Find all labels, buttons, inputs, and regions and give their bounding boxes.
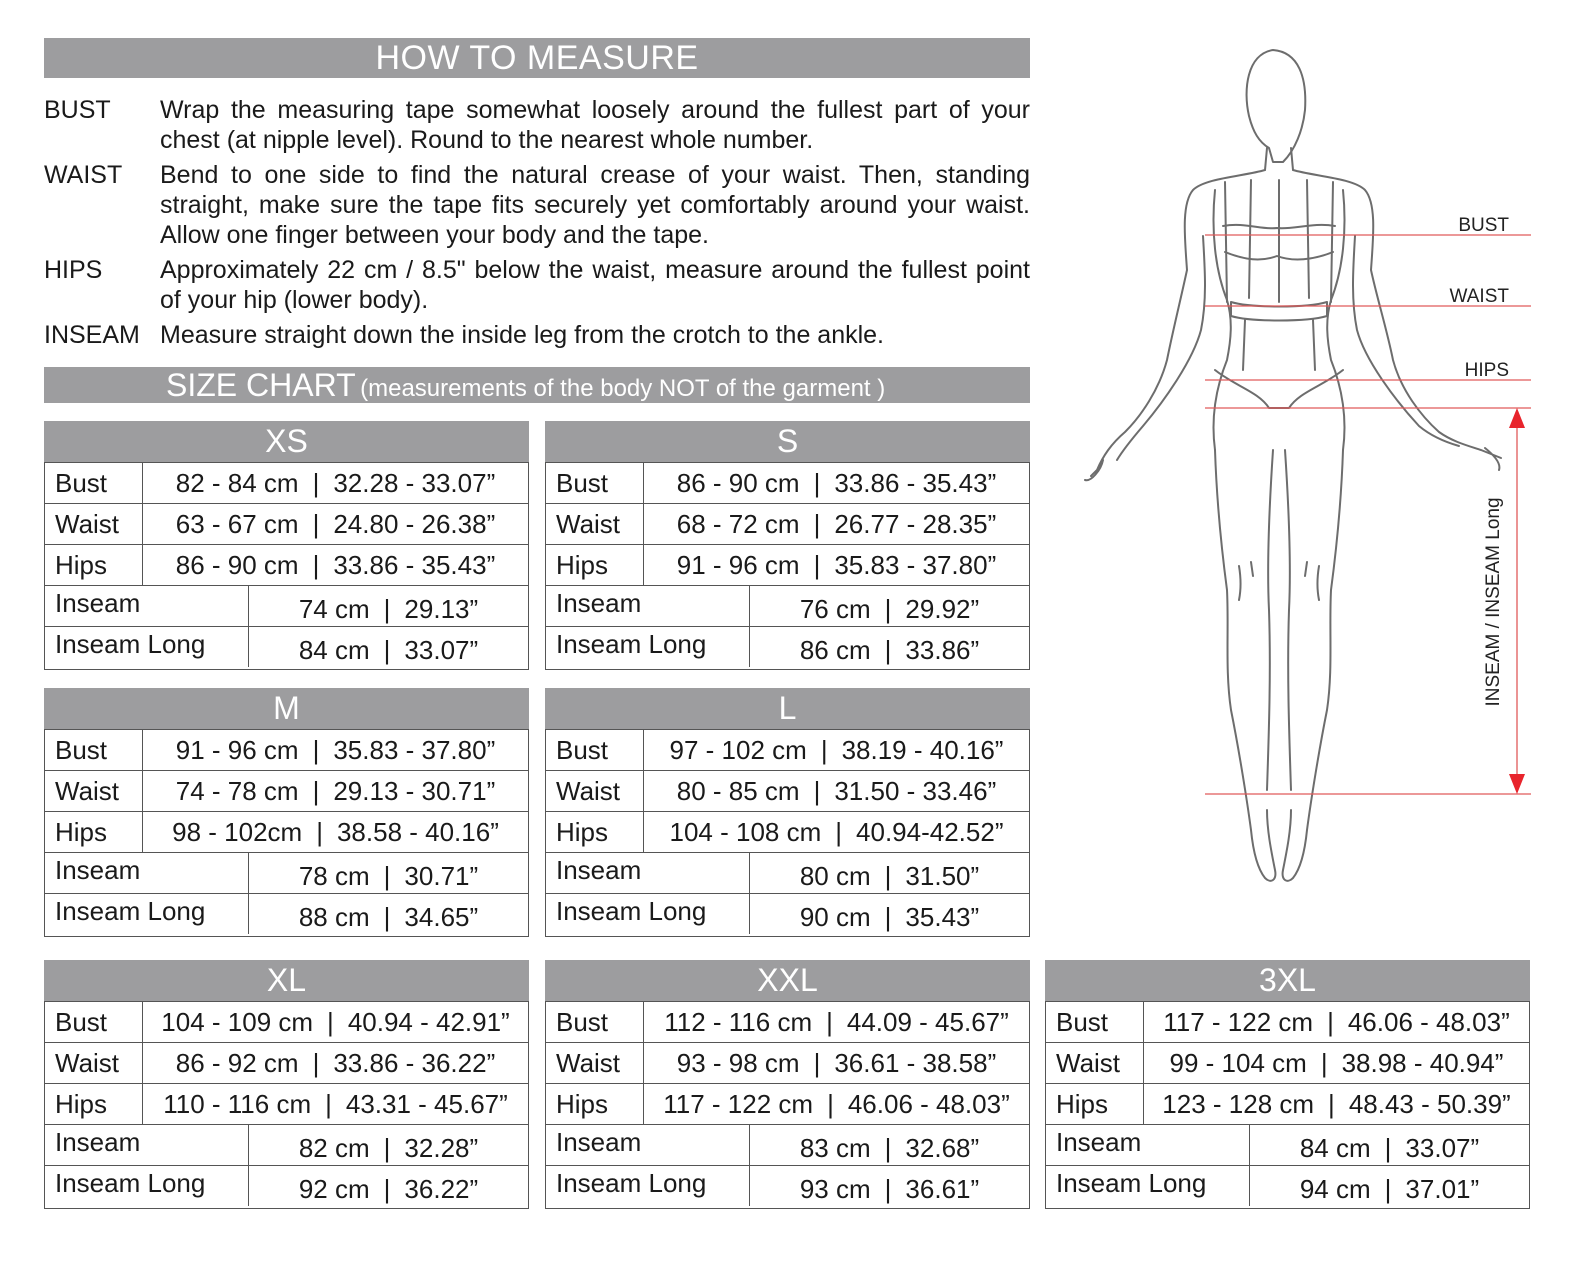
value-separator: | (316, 816, 323, 847)
measurement-values (644, 1007, 1029, 1038)
measurement-values (249, 629, 528, 666)
size-row-hips (546, 811, 1029, 852)
cm-value: 74 cm (298, 593, 370, 624)
measurement-label: Bust (45, 730, 143, 770)
size-card-table (545, 729, 1030, 937)
cm-value: 104 - 109 cm (161, 1006, 314, 1037)
cm-value: 76 cm (799, 593, 871, 624)
measurement-label: Hips (45, 545, 143, 585)
cm-value: 110 - 116 cm (163, 1088, 312, 1119)
measurement-label: Bust (546, 1002, 644, 1042)
value-separator: | (835, 816, 843, 847)
measurement-label: Bust (45, 463, 143, 503)
inch-value: 36.61 - 38.58” (834, 1047, 997, 1078)
measurement-label: Hips (546, 1084, 644, 1124)
size-card-table (44, 729, 529, 937)
measurement-label: Bust (45, 1002, 143, 1042)
measurement-label: Waist (45, 771, 143, 811)
measurement-values (1250, 1127, 1529, 1164)
measurement-label: Inseam Long (45, 627, 249, 667)
measurement-label: Inseam Long (546, 894, 750, 934)
size-row-inseam-long (546, 1165, 1029, 1206)
value-separator: | (884, 860, 892, 891)
measurement-values (750, 1168, 1029, 1205)
measurement-values (249, 588, 528, 625)
size-row-hips (45, 811, 528, 852)
size-card-m (44, 688, 529, 937)
measurement-values (1144, 1007, 1529, 1038)
how-to-measure-title: HOW TO MEASURE (44, 38, 1030, 78)
size-row-inseam (546, 852, 1029, 893)
value-separator: | (312, 775, 320, 806)
figure-bust-label: BUST (1458, 215, 1509, 236)
value-separator: | (884, 593, 892, 624)
size-row-bust (546, 729, 1029, 770)
size-card-xs (44, 421, 529, 670)
inch-value: 46.06 - 48.03” (1347, 1006, 1510, 1037)
cm-value: 94 cm (1299, 1173, 1371, 1204)
size-row-inseam (546, 1124, 1029, 1165)
hips-instructions: Approximately 22 cm / 8.5" below the waist, measure around the fullest point of your hip (lower body). (160, 256, 1030, 314)
waist-label: WAIST (44, 161, 123, 189)
size-card-3xl (1045, 960, 1530, 1209)
cm-value: 104 - 108 cm (669, 816, 822, 847)
measurement-label: Waist (45, 504, 143, 544)
cm-value: 88 cm (298, 901, 370, 932)
inseam-instructions: Measure straight down the inside leg from the crotch to the ankle. (160, 321, 884, 349)
measurement-values (644, 1089, 1029, 1120)
inch-value: 46.06 - 48.03” (847, 1088, 1010, 1119)
inch-value: 37.01” (1405, 1173, 1480, 1204)
size-row-waist (45, 1042, 528, 1083)
value-separator: | (312, 508, 320, 539)
inch-value: 33.07” (1405, 1132, 1480, 1163)
size-row-hips (1046, 1083, 1529, 1124)
inch-value: 31.50 - 33.46” (834, 775, 997, 806)
size-card-table (545, 1001, 1030, 1209)
measurement-values (1250, 1168, 1529, 1205)
inch-value: 40.94 - 42.91” (347, 1006, 510, 1037)
measurement-values (143, 1007, 528, 1038)
size-card-xl (44, 960, 529, 1209)
cm-value: 86 cm (799, 634, 871, 665)
value-separator: | (383, 1173, 391, 1204)
measurement-values (143, 550, 528, 581)
size-card-title: L (545, 688, 1030, 729)
measurement-label: Inseam Long (1046, 1166, 1250, 1206)
measurement-values (644, 817, 1029, 848)
size-card-title: 3XL (1045, 960, 1530, 1001)
inseam-label: INSEAM (44, 321, 140, 349)
size-row-inseam-long (45, 893, 528, 934)
bust-label: BUST (44, 96, 111, 124)
size-row-waist (1046, 1042, 1529, 1083)
measurement-label: Hips (45, 812, 143, 852)
size-card-l (545, 688, 1030, 937)
measurement-label: Bust (546, 730, 644, 770)
size-card-table (44, 1001, 529, 1209)
measurement-label: Bust (1046, 1002, 1144, 1042)
size-card-title: XL (44, 960, 529, 1001)
measurement-values (249, 1168, 528, 1205)
measurement-label: Inseam (1046, 1125, 1250, 1165)
inch-value: 35.83 - 37.80” (333, 734, 496, 765)
value-separator: | (312, 549, 320, 580)
cm-value: 80 cm (799, 860, 871, 891)
measurement-values (143, 1089, 528, 1120)
cm-value: 84 cm (1299, 1132, 1371, 1163)
cm-value: 78 cm (298, 860, 370, 891)
value-separator: | (312, 1047, 320, 1078)
measurement-values (1144, 1048, 1529, 1079)
inch-value: 29.13” (404, 593, 479, 624)
size-row-bust (1046, 1001, 1529, 1042)
measurement-values (750, 855, 1029, 892)
measurement-values (143, 468, 528, 499)
measurement-values (644, 735, 1029, 766)
size-row-waist (45, 503, 528, 544)
measurement-label: Waist (1046, 1043, 1144, 1083)
cm-value: 83 cm (799, 1132, 871, 1163)
size-card-title: XXL (545, 960, 1030, 1001)
hips-label: HIPS (44, 256, 103, 284)
measurement-label: Hips (1046, 1084, 1144, 1124)
mannequin-outline (1085, 50, 1501, 881)
size-row-hips (546, 544, 1029, 585)
value-separator: | (813, 508, 821, 539)
size-row-inseam-long (546, 626, 1029, 667)
value-separator: | (884, 1132, 892, 1163)
cm-value: 97 - 102 cm (669, 734, 807, 765)
size-row-inseam-long (45, 1165, 528, 1206)
cm-value: 82 cm (298, 1132, 370, 1163)
size-row-bust (45, 1001, 528, 1042)
value-separator: | (383, 860, 391, 891)
measurement-label: Bust (546, 463, 644, 503)
measurement-values (143, 817, 528, 848)
size-row-inseam (45, 1124, 528, 1165)
inch-value: 32.68” (905, 1132, 980, 1163)
body-measurement-figure (1055, 30, 1575, 900)
size-chart-title: SIZE CHART (166, 367, 356, 403)
value-separator: | (312, 467, 320, 498)
size-row-bust (45, 729, 528, 770)
measurement-values (644, 550, 1029, 581)
bust-instructions: Wrap the measuring tape somewhat loosely around the fullest part of your chest (at nipple level). Round to the nearest whole number. (160, 96, 1030, 154)
cm-value: 123 - 128 cm (1162, 1088, 1315, 1119)
cm-value: 80 - 85 cm (676, 775, 800, 806)
inseam-arrow-bottom-icon (1509, 774, 1525, 794)
value-separator: | (1328, 1088, 1335, 1119)
value-separator: | (884, 1173, 892, 1204)
measurement-label: Waist (546, 504, 644, 544)
size-row-waist (546, 770, 1029, 811)
size-row-bust (546, 1001, 1029, 1042)
inch-value: 38.98 - 40.94” (1341, 1047, 1504, 1078)
size-row-inseam-long (1046, 1165, 1529, 1206)
cm-value: 117 - 122 cm (1163, 1006, 1314, 1037)
measurement-values (644, 1048, 1029, 1079)
value-separator: | (383, 634, 391, 665)
waist-instructions: Bend to one side to find the natural crease of your waist. Then, standing straight, make sure the tape fits securely yet comfortably around your waist. Allow one finger between your body and the tape. (160, 161, 1030, 249)
measurement-label: Inseam Long (45, 894, 249, 934)
measurement-label: Inseam Long (45, 1166, 249, 1206)
cm-value: 86 - 90 cm (676, 467, 800, 498)
size-row-inseam-long (45, 626, 528, 667)
cm-value: 99 - 104 cm (1169, 1047, 1307, 1078)
inch-value: 32.28” (404, 1132, 479, 1163)
value-separator: | (327, 1006, 334, 1037)
measurement-label: Inseam (546, 853, 750, 893)
size-card-table (44, 462, 529, 670)
value-separator: | (826, 1006, 833, 1037)
size-row-bust (546, 462, 1029, 503)
inch-value: 30.71” (404, 860, 479, 891)
measurement-values (644, 509, 1029, 540)
cm-value: 93 - 98 cm (676, 1047, 800, 1078)
value-separator: | (1384, 1132, 1392, 1163)
inch-value: 33.86 - 36.22” (333, 1047, 496, 1078)
cm-value: 91 - 96 cm (175, 734, 299, 765)
cm-value: 84 cm (298, 634, 370, 665)
value-separator: | (383, 1132, 391, 1163)
inch-value: 35.83 - 37.80” (834, 549, 997, 580)
inch-value: 48.43 - 50.39” (1348, 1088, 1511, 1119)
inch-value: 38.19 - 40.16” (841, 734, 1004, 765)
size-row-bust (45, 462, 528, 503)
size-chart-title-bar (44, 367, 1030, 403)
value-separator: | (813, 467, 821, 498)
size-card-title: XS (44, 421, 529, 462)
value-separator: | (325, 1088, 332, 1119)
measurement-label: Inseam (45, 1125, 249, 1165)
measurement-values (750, 896, 1029, 933)
measurement-label: Inseam (546, 1125, 750, 1165)
cm-value: 63 - 67 cm (175, 508, 299, 539)
inseam-arrow-top-icon (1509, 408, 1525, 428)
measurement-label: Waist (546, 771, 644, 811)
measurement-values (143, 776, 528, 807)
cm-value: 98 - 102cm (172, 816, 303, 847)
cm-value: 86 - 92 cm (175, 1047, 299, 1078)
value-separator: | (813, 1047, 821, 1078)
measurement-values (750, 629, 1029, 666)
size-card-table (545, 462, 1030, 670)
size-card-xxl (545, 960, 1030, 1209)
value-separator: | (813, 549, 821, 580)
inch-value: 38.58 - 40.16” (336, 816, 499, 847)
inch-value: 32.28 - 33.07” (333, 467, 496, 498)
figure-waist-label: WAIST (1449, 286, 1509, 307)
size-row-waist (45, 770, 528, 811)
size-row-waist (546, 1042, 1029, 1083)
inch-value: 44.09 - 45.67” (846, 1006, 1009, 1037)
inch-value: 31.50” (905, 860, 980, 891)
inch-value: 36.22” (404, 1173, 479, 1204)
value-separator: | (813, 775, 821, 806)
measurement-values (249, 896, 528, 933)
inch-value: 33.07” (404, 634, 479, 665)
inch-value: 36.61” (905, 1173, 980, 1204)
value-separator: | (383, 901, 391, 932)
cm-value: 68 - 72 cm (676, 508, 800, 539)
figure-hips-label: HIPS (1464, 360, 1509, 381)
measurement-values (750, 588, 1029, 625)
figure-inseam-label: INSEAM / INSEAM Long (1483, 497, 1504, 707)
size-row-inseam (45, 852, 528, 893)
cm-value: 74 - 78 cm (175, 775, 299, 806)
size-row-inseam (1046, 1124, 1529, 1165)
size-card-table (1045, 1001, 1530, 1209)
value-separator: | (1384, 1173, 1392, 1204)
inch-value: 33.86 - 35.43” (333, 549, 496, 580)
cm-value: 82 - 84 cm (175, 467, 299, 498)
cm-value: 117 - 122 cm (663, 1088, 814, 1119)
size-row-waist (546, 503, 1029, 544)
value-separator: | (1327, 1006, 1334, 1037)
measurement-label: Inseam Long (546, 1166, 750, 1206)
measurement-values (644, 468, 1029, 499)
measurement-values (249, 855, 528, 892)
measurement-values (143, 735, 528, 766)
measurement-values (1144, 1089, 1529, 1120)
size-card-title: S (545, 421, 1030, 462)
cm-value: 112 - 116 cm (664, 1006, 813, 1037)
measurement-label: Inseam (45, 853, 249, 893)
value-separator: | (1320, 1047, 1328, 1078)
size-row-inseam-long (546, 893, 1029, 934)
measurement-label: Waist (45, 1043, 143, 1083)
size-chart-subtitle: (measurements of the body NOT of the garment ) (360, 375, 886, 402)
value-separator: | (884, 634, 892, 665)
size-row-hips (45, 1083, 528, 1124)
value-separator: | (827, 1088, 834, 1119)
measurement-values (249, 1127, 528, 1164)
measurement-label: Hips (45, 1084, 143, 1124)
cm-value: 93 cm (799, 1173, 871, 1204)
size-row-inseam (45, 585, 528, 626)
measurement-label: Inseam (546, 586, 750, 626)
inch-value: 40.94-42.52” (856, 816, 1004, 847)
measurement-values (644, 776, 1029, 807)
value-separator: | (820, 734, 828, 765)
value-separator: | (312, 734, 320, 765)
size-card-title: M (44, 688, 529, 729)
cm-value: 90 cm (799, 901, 871, 932)
measurement-values (143, 1048, 528, 1079)
inch-value: 26.77 - 28.35” (834, 508, 997, 539)
size-row-hips (546, 1083, 1029, 1124)
measurement-values (143, 509, 528, 540)
measurement-values (750, 1127, 1029, 1164)
inch-value: 34.65” (404, 901, 479, 932)
inch-value: 24.80 - 26.38” (333, 508, 496, 539)
inch-value: 29.13 - 30.71” (333, 775, 496, 806)
size-card-s (545, 421, 1030, 670)
measurement-label: Inseam Long (546, 627, 750, 667)
inch-value: 33.86 - 35.43” (834, 467, 997, 498)
measurement-label: Hips (546, 812, 644, 852)
cm-value: 92 cm (298, 1173, 370, 1204)
inch-value: 43.31 - 45.67” (345, 1088, 508, 1119)
measurement-label: Inseam (45, 586, 249, 626)
size-row-hips (45, 544, 528, 585)
inch-value: 29.92” (905, 593, 980, 624)
cm-value: 86 - 90 cm (175, 549, 299, 580)
inch-value: 35.43” (905, 901, 980, 932)
cm-value: 91 - 96 cm (676, 549, 800, 580)
inch-value: 33.86” (905, 634, 980, 665)
measurement-label: Hips (546, 545, 644, 585)
value-separator: | (383, 593, 391, 624)
measurement-label: Waist (546, 1043, 644, 1083)
size-row-inseam (546, 585, 1029, 626)
value-separator: | (884, 901, 892, 932)
